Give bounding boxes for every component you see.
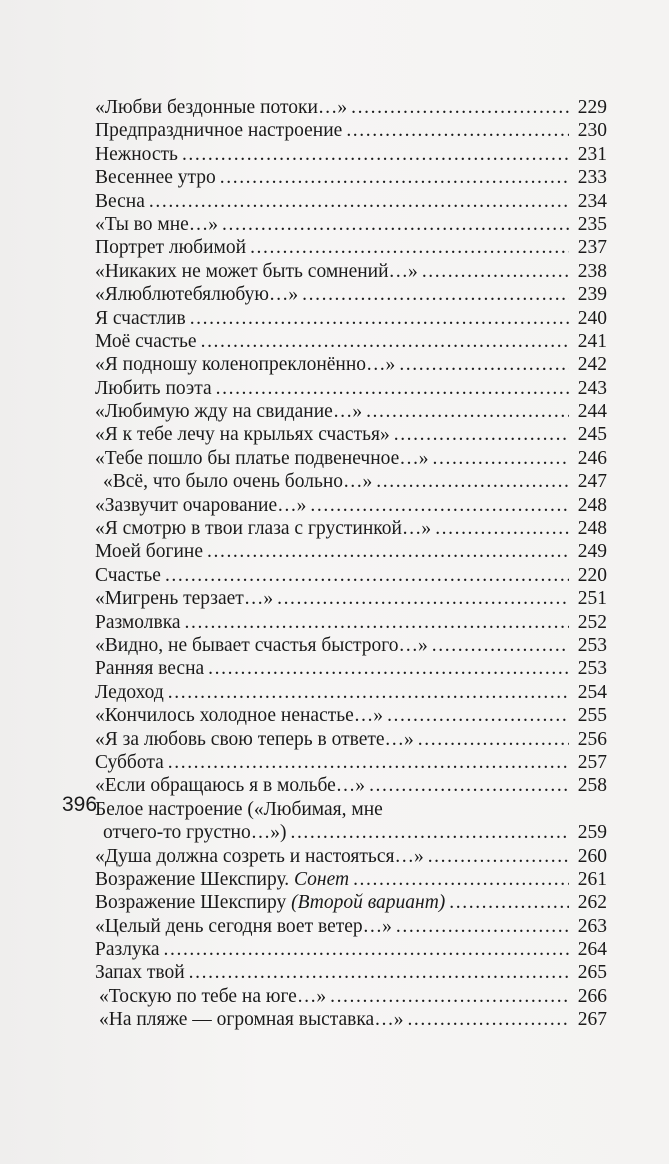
- toc-entry-title-text: «Я смотрю в твои глаза с грустинкой…»: [95, 518, 432, 540]
- toc-entry: [95, 938, 607, 961]
- toc-entry-title-text: Весна: [95, 190, 145, 212]
- toc-entry-title: [95, 961, 185, 984]
- toc-entry: [95, 190, 607, 213]
- toc-entry: [95, 353, 607, 376]
- toc-entry-page: 267: [577, 1009, 607, 1031]
- toc-entry: [95, 143, 607, 166]
- dot-leader: [168, 681, 569, 704]
- toc-entry-title: [95, 517, 431, 540]
- dot-leader: [250, 236, 569, 259]
- toc-entry-title: [95, 166, 216, 189]
- toc-entry-title: [95, 119, 342, 142]
- toc-entry-title: [95, 868, 349, 891]
- toc-entry-title-text: «Я к тебе лечу на крыльях счастья»: [95, 424, 390, 446]
- toc-entry-title-text: «Я за любовь свою теперь в ответе…»: [95, 728, 414, 750]
- toc-entry-title: [95, 190, 145, 213]
- toc-entry: [95, 915, 607, 938]
- toc-entry: [95, 96, 607, 119]
- toc-entry-title-text: «Если обращаюсь я в мольбе…»: [95, 775, 366, 797]
- toc-entry-title: [95, 143, 178, 166]
- toc-entry-page: 248: [577, 518, 607, 540]
- toc-entry-page: 265: [577, 962, 607, 984]
- toc-entry-title: [95, 821, 286, 844]
- toc-entry-title: [95, 353, 395, 376]
- toc-entry-title-text: Счастье: [95, 564, 161, 586]
- dot-leader: [190, 307, 569, 330]
- toc-entry-title-text: Портрет любимой: [95, 237, 247, 259]
- toc-entry-page: 253: [577, 658, 607, 680]
- toc-entry-title: [95, 915, 392, 938]
- dot-leader: [164, 938, 569, 961]
- toc-entry-title: [95, 751, 164, 774]
- toc-entry: [95, 213, 607, 236]
- toc-entry-title: [95, 540, 203, 563]
- toc-entry-title-text: Разлука: [95, 939, 160, 961]
- dot-leader: [201, 330, 569, 353]
- dot-leader: [216, 377, 569, 400]
- toc-entry: [95, 704, 607, 727]
- toc-entry: [95, 540, 607, 563]
- toc-entry-title-text: отчего-то грустно…»): [103, 822, 287, 844]
- toc-entry-title: [95, 587, 273, 610]
- toc-entry-page: 244: [577, 401, 607, 423]
- toc-entry-title: [95, 330, 197, 353]
- toc-entry: [95, 119, 607, 142]
- toc-entry-title: [95, 213, 218, 236]
- toc-entry: [95, 751, 607, 774]
- toc-entry-title-text: Белое настроение («Любимая, мне: [95, 798, 383, 820]
- toc-entry-title-text: «На пляже — огромная выставка…»: [99, 1009, 404, 1031]
- dot-leader: [369, 774, 569, 797]
- toc-entry-page: 259: [577, 822, 607, 844]
- toc-entry-page: 233: [577, 167, 607, 189]
- dot-leader: [353, 868, 569, 891]
- toc-entry: [95, 821, 607, 844]
- toc-entry-title: [95, 96, 347, 119]
- toc-entry-page: 235: [577, 213, 607, 235]
- toc-entry-page: 249: [577, 541, 607, 563]
- toc-entry-title: [95, 494, 306, 517]
- toc-entry: [95, 1008, 607, 1031]
- toc-entry-title: [95, 891, 445, 914]
- toc-entry: [95, 494, 607, 517]
- toc-entry-page: 257: [577, 751, 607, 773]
- toc-entry-title-text: Предпраздничное настроение: [95, 120, 343, 142]
- dot-leader: [277, 587, 569, 610]
- page-number: 396: [62, 793, 98, 816]
- toc-entry: [95, 681, 607, 704]
- dot-leader: [399, 353, 569, 376]
- dot-leader: [396, 915, 569, 938]
- toc-entry-title-text: Запах твой: [95, 962, 185, 984]
- toc-entry-page: 261: [577, 868, 607, 890]
- dot-leader: [310, 494, 569, 517]
- toc-entry-title: [95, 307, 186, 330]
- toc-entry-title-italic: (Второй вариант): [291, 892, 446, 914]
- toc-entry-page: 240: [577, 307, 607, 329]
- toc-entry-title-text: «Тебе пошло бы платье подвенечное…»: [95, 447, 429, 469]
- toc-entry: [95, 330, 607, 353]
- toc-entry-title: [95, 283, 298, 306]
- toc-entry-title-text: «Тоскую по тебе на юге…»: [99, 985, 327, 1007]
- toc-entry-page: 264: [577, 939, 607, 961]
- toc-entry: [95, 634, 607, 657]
- toc-entry-title-text: Весеннее утро: [95, 167, 216, 189]
- toc-entry-title-text: «Любви бездонные потоки…»: [95, 97, 348, 118]
- dot-leader: [351, 96, 569, 119]
- toc-entry-title: [95, 236, 246, 259]
- toc-entry: [95, 774, 607, 797]
- dot-leader: [422, 260, 569, 283]
- toc-entry-page: 263: [577, 915, 607, 937]
- toc-entry-page: 262: [577, 892, 607, 914]
- toc-entry: [95, 891, 607, 914]
- toc-entry-title: [95, 611, 181, 634]
- toc-entry-title-text: Размолвка: [95, 611, 181, 633]
- toc-entry-page: 260: [577, 845, 607, 867]
- toc-entry-title: [95, 728, 414, 751]
- toc-entry: [95, 564, 607, 587]
- toc-entry: [95, 961, 607, 984]
- toc-entry-title: [95, 704, 383, 727]
- toc-entry-page: 258: [577, 775, 607, 797]
- toc-entry-title-text: «Любимую жду на свидание…»: [95, 401, 363, 423]
- toc-entry: [95, 166, 607, 189]
- toc-entry: [95, 985, 607, 1008]
- toc-entry-title: [95, 260, 418, 283]
- toc-entry-title: [95, 447, 429, 470]
- toc-entry-title: [95, 657, 204, 680]
- toc-entry: [95, 377, 607, 400]
- toc-entry: [95, 470, 607, 493]
- toc-entry-page: 248: [577, 494, 607, 516]
- toc-entry-title-text: «Ялюблютебялюбую…»: [95, 284, 299, 306]
- toc-entry: [95, 611, 607, 634]
- toc-entry-page: 256: [577, 728, 607, 750]
- dot-leader: [189, 961, 569, 984]
- toc-entry: [95, 517, 607, 540]
- toc-entry-title: [95, 400, 362, 423]
- toc-entry-title-text: «Душа должна созреть и настояться…»: [95, 845, 424, 867]
- toc-entry-page: 242: [577, 354, 607, 376]
- toc-entry-title: [95, 423, 390, 446]
- toc-entry-page: 246: [577, 447, 607, 469]
- toc-entry: [95, 307, 607, 330]
- toc-entry-title-italic: Сонет: [294, 868, 350, 890]
- toc-entry: [95, 423, 607, 446]
- toc-entry-title: [95, 377, 212, 400]
- toc-entry-title: [95, 774, 365, 797]
- dot-leader: [208, 657, 569, 680]
- toc-entry-title: [95, 564, 161, 587]
- toc-entry-title-text: Ранняя весна: [95, 658, 205, 680]
- toc-entry-page: 243: [577, 377, 607, 399]
- toc-entry: [95, 798, 607, 821]
- dot-leader: [346, 119, 569, 142]
- toc-entry-page: 239: [577, 284, 607, 306]
- toc-entry-title-text: Нежность: [95, 143, 178, 165]
- dot-leader: [302, 283, 569, 306]
- toc-entry-page: 255: [577, 705, 607, 727]
- dot-leader: [149, 190, 569, 213]
- toc-entry-title: [95, 634, 428, 657]
- toc-entry: [95, 728, 607, 751]
- toc-entry-page: 245: [577, 424, 607, 446]
- toc-entry-title-text: Любить поэта: [95, 377, 212, 399]
- toc-entry-title-text: «Я подношу коленопреклонённо…»: [95, 354, 396, 376]
- dot-leader: [407, 1008, 569, 1031]
- dot-leader: [433, 447, 569, 470]
- dot-leader: [394, 423, 569, 446]
- toc-entry: [95, 260, 607, 283]
- toc-entry-page: 241: [577, 330, 607, 352]
- toc-entry-page: 253: [577, 634, 607, 656]
- toc-entry: [95, 400, 607, 423]
- toc-entry-title: [95, 985, 326, 1008]
- dot-leader: [182, 143, 569, 166]
- dot-leader: [290, 821, 569, 844]
- toc-entry-page: 251: [577, 588, 607, 610]
- dot-leader: [207, 540, 569, 563]
- toc-entry-page: 237: [577, 237, 607, 259]
- toc-entry-title-text: «Мигрень терзает…»: [95, 588, 274, 610]
- toc-entry: [95, 283, 607, 306]
- toc-entry-title-text: Возражение Шекспиру: [95, 892, 287, 914]
- dot-leader: [428, 845, 569, 868]
- toc-entry-title: [95, 798, 383, 821]
- toc-entry-title-text: «Зазвучит очарование…»: [95, 494, 307, 516]
- toc-entry-title: [95, 1008, 403, 1031]
- toc-entry-title: [95, 938, 160, 961]
- toc-entry-title-text: «Всё, что было очень больно…»: [103, 471, 373, 493]
- toc-entry-page: 229: [577, 97, 607, 118]
- dot-leader: [432, 634, 569, 657]
- dot-leader: [387, 704, 569, 727]
- dot-leader: [366, 400, 569, 423]
- toc-entry-title-text: «Видно, не бывает счастья быстрого…»: [95, 634, 428, 656]
- toc-entry: [95, 845, 607, 868]
- toc-entry-page: 230: [577, 120, 607, 142]
- toc-entry: [95, 868, 607, 891]
- dot-leader: [220, 166, 569, 189]
- toc-entry-page: 247: [577, 471, 607, 493]
- dot-leader: [330, 985, 569, 1008]
- toc-entry-title-text: «Целый день сегодня воет ветер…»: [95, 915, 392, 937]
- dot-leader: [418, 728, 569, 751]
- toc-entry-page: 254: [577, 681, 607, 703]
- toc-entry-title-text: Моё счастье: [95, 330, 197, 352]
- toc-entry-title-text: «Никаких не может быть сомнений…»: [95, 260, 418, 282]
- toc-entry: [95, 447, 607, 470]
- toc-entry-title: [95, 845, 424, 868]
- toc-entry-title-text: Ледоход: [95, 681, 164, 703]
- dot-leader: [165, 564, 569, 587]
- toc-entry: [95, 236, 607, 259]
- toc-entry: [95, 587, 607, 610]
- toc-entry-title-text: Суббота: [95, 751, 164, 773]
- toc-entry-title: [95, 470, 372, 493]
- toc-entry: [95, 657, 607, 680]
- toc-entry-title-text: Возражение Шекспиру.: [95, 868, 290, 890]
- toc-entry-title-text: Я счастлив: [95, 307, 186, 329]
- dot-leader: [449, 891, 569, 914]
- toc-entry-page: 220: [577, 564, 607, 586]
- dot-leader: [185, 611, 569, 634]
- toc-entry-page: 252: [577, 611, 607, 633]
- dot-leader: [222, 213, 569, 236]
- toc-entry-title: [95, 681, 164, 704]
- toc-entry-title-text: «Ты во мне…»: [95, 213, 219, 235]
- toc-entry-page: 238: [577, 260, 607, 282]
- toc-entry-title-text: Моей богине: [95, 541, 204, 563]
- dot-leader: [168, 751, 569, 774]
- toc-entry-title-text: «Кончилось холодное ненастье…»: [95, 705, 384, 727]
- toc-entry-page: 231: [577, 143, 607, 165]
- toc-entry-page: 234: [577, 190, 607, 212]
- toc-entry-page: 266: [577, 985, 607, 1007]
- table-of-contents: [95, 96, 607, 1032]
- dot-leader: [376, 470, 569, 493]
- dot-leader: [435, 517, 569, 540]
